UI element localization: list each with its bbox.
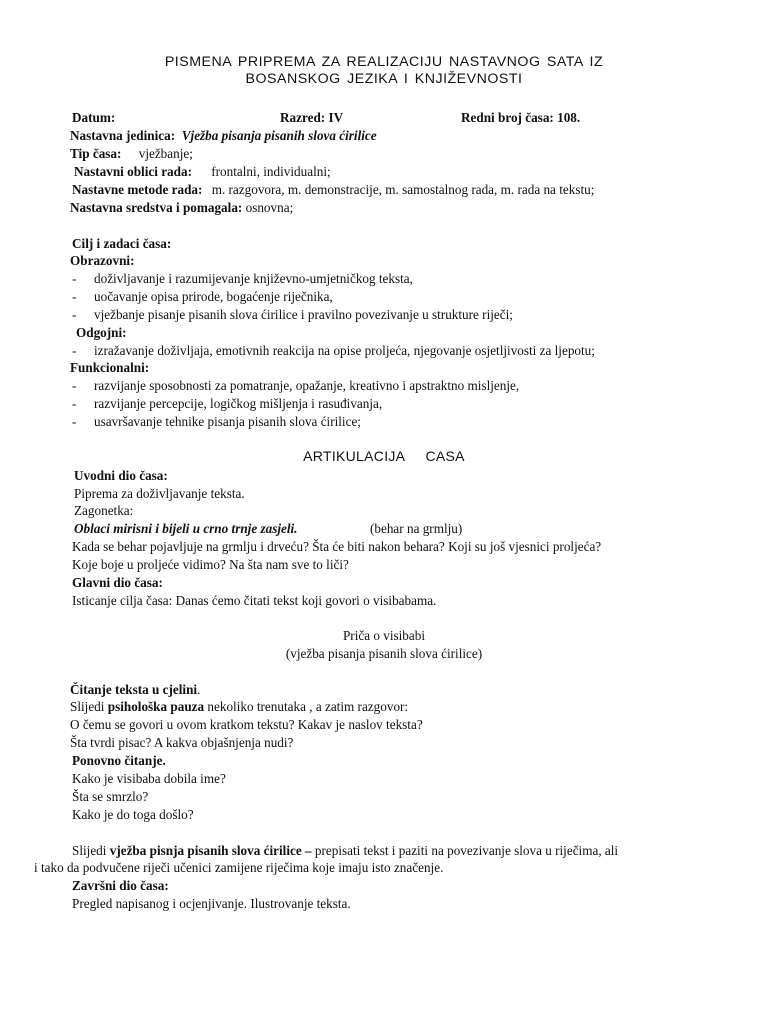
nastavne-metode-value: m. razgovora, m. demonstracije, m. samostalnog rada, m. rada na tekstu; [211, 182, 595, 197]
tip-casa-value: vježbanje; [138, 146, 193, 161]
isticanje-cilja: Isticanje cilja časa: Danas ćemo čitati tekst koji govori o visibabama. [72, 593, 437, 608]
datum-field [72, 110, 115, 126]
artikulacija-heading: ARTIKULACIJA CASA [303, 448, 465, 464]
ponovno-question-1: Kako je visibaba dobila ime? [72, 771, 226, 786]
vjezba-row: Slijedi vježba pisnja pisanih slova ćirilice – prepisati tekst i paziti na povezivanje slova u riječima, ali [72, 843, 619, 858]
nastavne-metode-label: Nastavne metode rada: [72, 182, 203, 197]
odgojni-heading: Odgojni: [76, 325, 127, 340]
nastavna-jedinica-label: Nastavna jedinica: [70, 128, 176, 143]
razred-value: IV [328, 110, 344, 125]
zagonetka-label: Zagonetka: [74, 503, 134, 518]
ponovno-question-2: Šta se smrzlo? [72, 789, 149, 804]
redni-broj-field [461, 110, 580, 126]
uvodni-heading: Uvodni dio časa: [74, 468, 168, 483]
riddle-text: Oblaci mirisni i bijeli u crno trnje zasjeli. [74, 521, 298, 536]
tip-casa-label: Tip časa: [70, 146, 122, 161]
uvodni-text: Piprema za doživljavanje teksta. [74, 486, 245, 501]
story-subtitle: (vježba pisanja pisanih slova ćirilice) [285, 646, 483, 661]
cilj-heading: Cilj i zadaci časa: [72, 236, 172, 251]
riddle-answer: (behar na grmlju) [370, 521, 463, 536]
zavrsni-text: Pregled napisanog i ocjenjivanje. Ilustrovanje teksta. [72, 896, 351, 911]
nastavna-jedinica-row [70, 128, 377, 144]
funkcionalni-heading: Funkcionalni: [70, 360, 150, 375]
pauza-row: Slijedi psihološka pauza nekoliko trenutaka , a zatim razgovor: [70, 699, 409, 714]
nastavna-sredstva-value: osnovna; [245, 200, 294, 215]
riddle-row [74, 521, 463, 537]
nastavna-sredstva-row [70, 200, 293, 216]
ponovno-question-3: Kako je do toga došlo? [72, 807, 194, 822]
vjezba-row-continued: i tako da podvučene riječi učenici zamijene riječima koje imaju isto značenje. [34, 860, 444, 875]
redni-broj-value: 108. [557, 110, 581, 125]
razred-field [280, 110, 343, 126]
uvodni-question-1: Kada se behar pojavljuje na grmlju i drveću? Šta će biti nakon behara? Koji su još vjesnici proljeća? [72, 539, 602, 554]
nastavna-jedinica-value: Vježba pisanja pisanih slova ćirilice [181, 128, 377, 143]
document-title-line2: BOSANSKOG JEZIKA I KNJIŽEVNOSTI [245, 71, 523, 87]
ponovno-heading: Ponovno čitanje. [72, 753, 166, 768]
obrazovni-heading: Obrazovni: [70, 253, 135, 268]
razred-label: Razred: [280, 110, 326, 125]
datum-label: Datum: [72, 110, 116, 125]
zavrsni-heading: Završni dio časa: [72, 878, 169, 893]
tip-casa-row [70, 146, 193, 162]
redni-broj-label: Redni broj časa: [461, 110, 554, 125]
citanje-question-2: Šta tvrdi pisac? A kakva objašnjenja nudi? [70, 735, 294, 750]
glavni-heading: Glavni dio časa: [72, 575, 163, 590]
story-title: Priča o visibabi [342, 628, 426, 643]
nastavni-oblici-value: frontalni, individualni; [211, 164, 331, 179]
citanje-question-1: O čemu se govori u ovom kratkom tekstu? Kakav je naslov teksta? [70, 717, 423, 732]
document-page: PISMENA PRIPREMA ZA REALIZACIJU NASTAVNOG SATA IZ BOSANSKOG JEZIKA I KNJIŽEVNOSTI Datum: Razred: IV Redni broj časa: 108. Nastavna jedinica: Vježba pisanja pisanih slova ćirilice Tip časa: vježbanje; Nastavni oblici rada: frontalni, individualni; Nastavne metode rada: m. razgovora, m. demonstracije, m. samostalnog rada, m. rada na tekstu; Nastavna sredstva i pomagala: osnovna; Cilj i zadaci časa: Obrazovni: - doživljavanje i razumijevanje književno-umjetničkog teksta, - uočavanje opisa prirode, bogaćenje riječnika, - vježbanje pisanje pisanih slova ćirilice i pravilno povezivanje u strukture riječi; Odgojni: - izražavanje doživljaja, emotivnih reakcija na opise proljeća, njegovanje osjetljivosti za ljepotu; Funkcionalni: - razvijanje sposobnosti za pomatranje, opažanje, kreativno i apstraktno mislјenje, - razvijanje percepcije, logičkog mišljenja i rasuđivanja, - usavršavanje tehnike pisanja pisanih slova ćirilice; ARTIKULACIJA CASA Uvodni dio časa: Piprema za doživljavanje teksta. Zagonetka: Oblaci mirisni i bijeli u crno trnje zasjeli. (behar na grmlju) Kada se behar pojavljuje na grmlju i drveću? Šta će biti nakon behara? Koji su još vjesnici proljeća? Koje boje u proljeće vidimo? Na šta nam sve to liči? Glavni dio časa: Isticanje cilja časa: Danas ćemo čitati tekst koji govori o visibabama. Priča o visibabi (vježba pisanja pisanih slova ćirilice) Čitanje teksta u cjelini. Slijedi psihološka pauza nekoliko trenutaka , a zatim razgovor: O čemu se govori u ovom kratkom tekstu? Kakav je naslov teksta? Šta tvrdi pisac? A kakva objašnjenja nudi? Ponovno čitanje. Kako je visibaba dobila ime? Šta se smrzlo? Kako je do toga došlo? Slijedi vježba pisnja pisanih slova ćirilice – prepisati tekst i paziti na povezivanje slova u riječima, ali i tako da podvučene riječi učenici zamijene riječima koje imaju isto značenje. Završni dio časa: Pregled napisanog i ocjenjivanje. Ilustrovanje teksta. [0, 0, 768, 1024]
document-title-line1: PISMENA PRIPREMA ZA REALIZACIJU NASTAVNOG SATA IZ [164, 54, 604, 70]
uvodni-question-2: Koje boje u proljeće vidimo? Na šta nam sve to liči? [72, 557, 349, 572]
nastavne-metode-row [72, 182, 594, 198]
nastavni-oblici-label: Nastavni oblici rada: [74, 164, 192, 179]
nastavni-oblici-row [74, 164, 331, 180]
nastavna-sredstva-label: Nastavna sredstva i pomagala: [70, 200, 243, 215]
citanje-heading: Čitanje teksta u cjelini. [70, 682, 201, 697]
